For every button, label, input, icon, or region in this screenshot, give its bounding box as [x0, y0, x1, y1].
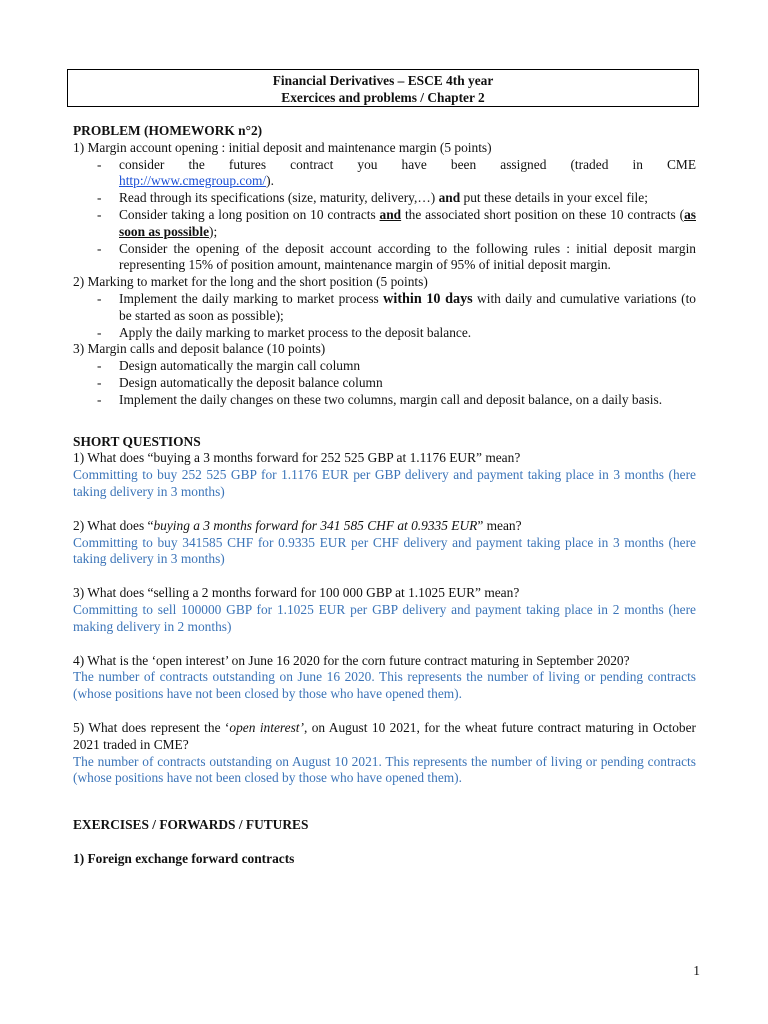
document-content	[73, 123, 696, 868]
page-number: 1	[693, 963, 700, 978]
bullet-text: consider the futures contract you have been assigned (traded in CME	[119, 156, 696, 172]
bullet-text: Design automatically the deposit balance column	[119, 374, 383, 390]
answer-3: Committing to sell 100000 GBP for 1.1025 EUR per GBP delivery and payment taking place in 2 months (here making delivery in 2 months)	[73, 601, 696, 634]
answer-2: Committing to buy 341585 CHF for 0.9335 EUR per CHF delivery and payment taking place in 3 months (here taking delivery in 3 months)	[73, 534, 696, 567]
bullet-text: with daily and cumulative variations (to be started as soon as possible);	[119, 290, 696, 323]
answer-1: Committing to buy 252 525 GBP for 1.1176 EUR per GBP delivery and payment taking place in 3 months (here taking delivery in 3 months)	[73, 467, 696, 499]
bullet-dash: -	[97, 240, 102, 256]
cme-link[interactable]: http://www.cmegroup.com/	[119, 173, 267, 189]
bullet-text: put these details in your excel file;	[460, 190, 648, 206]
question-2: 2) What does “buying a 3 months forward for 341 585 CHF at 0.9335 EUR” mean?	[73, 517, 522, 533]
bullet-text: Implement the daily marking to market process	[119, 290, 384, 306]
section-2-title: 2) Marking to market for the long and the short position (5 points)	[73, 274, 428, 290]
bullet-dash: -	[97, 190, 102, 206]
bullet-text: );	[209, 223, 218, 239]
section-1-title: 1) Margin account opening : initial deposit and maintenance margin (5 points)	[73, 139, 492, 155]
exercises-heading: EXERCISES / FORWARDS / FUTURES	[73, 817, 309, 833]
section-3-title: 3) Margin calls and deposit balance (10 points)	[73, 341, 326, 357]
bullet-item	[73, 241, 696, 275]
bold-underlined-text: as soon as possible	[119, 206, 696, 239]
bullet-text: the associated short position on these 10 contracts (	[401, 206, 685, 222]
bullet-dash: -	[97, 358, 102, 374]
short-questions-heading: SHORT QUESTIONS	[73, 433, 201, 449]
bullet-dash: -	[97, 206, 102, 222]
bullet-item	[73, 291, 696, 325]
bullet-text: Read through its specifications (size, maturity, delivery,…)	[119, 190, 439, 206]
title-line-1: Financial Derivatives – ESCE 4th year	[272, 73, 494, 88]
title-box	[67, 69, 699, 107]
question-5: 5) What does represent the ‘open interest’, on August 10 2021, for the wheat future contract maturing in October 2021 traded in CME?	[73, 719, 696, 752]
bullet-text-end: ).	[266, 173, 274, 189]
bold-text: within 10 days	[383, 290, 473, 307]
bullet-item	[73, 375, 696, 392]
bullet-item	[73, 190, 696, 207]
answer-5: The number of contracts outstanding on August 10 2021. This represents the number of living or pending contracts (whose positions have not been closed by those who have opened them).	[73, 753, 696, 786]
answer-4: The number of contracts outstanding on June 16 2020. This represents the number of living or pending contracts (whose positions have not been closed by those who have opened them).	[73, 669, 696, 702]
bullet-text: Design automatically the margin call column	[119, 358, 361, 374]
question-3: 3) What does “selling a 2 months forward for 100 000 GBP at 1.1025 EUR” mean?	[73, 585, 520, 601]
exercise-1-title: 1) Foreign exchange forward contracts	[73, 850, 295, 866]
bullet-dash: -	[97, 374, 102, 390]
question-1: 1) What does “buying a 3 months forward for 252 525 GBP at 1.1176 EUR” mean?	[73, 450, 521, 466]
bullet-dash: -	[97, 156, 102, 172]
bullet-item	[73, 207, 696, 241]
title-line-2: Exercices and problems / Chapter 2	[281, 90, 485, 105]
bullet-item	[73, 392, 696, 409]
bullet-text: Consider the opening of the deposit account according to the following rules : initial deposit margin representing 15% of position amount, maintenance margin of 95% of initial deposit margin.	[119, 240, 696, 273]
bullet-dash: -	[97, 290, 102, 306]
question-4: 4) What is the ‘open interest’ on June 16 2020 for the corn future contract maturing in September 2020?	[73, 652, 630, 668]
bullet-item	[73, 325, 696, 342]
bullet-item	[73, 157, 696, 191]
bullet-item	[73, 358, 696, 375]
problem-heading: PROBLEM (HOMEWORK n°2)	[73, 123, 263, 138]
bold-underlined-text: and	[379, 206, 402, 222]
bullet-dash: -	[97, 391, 102, 407]
bullet-text: Consider taking a long position on 10 contracts	[119, 206, 380, 222]
bullet-text: Apply the daily marking to market process to the deposit balance.	[119, 324, 472, 340]
bullet-text: Implement the daily changes on these two columns, margin call and deposit balance, on a daily basis.	[119, 391, 663, 407]
bullet-dash: -	[97, 324, 102, 340]
bold-text: and	[438, 190, 461, 206]
